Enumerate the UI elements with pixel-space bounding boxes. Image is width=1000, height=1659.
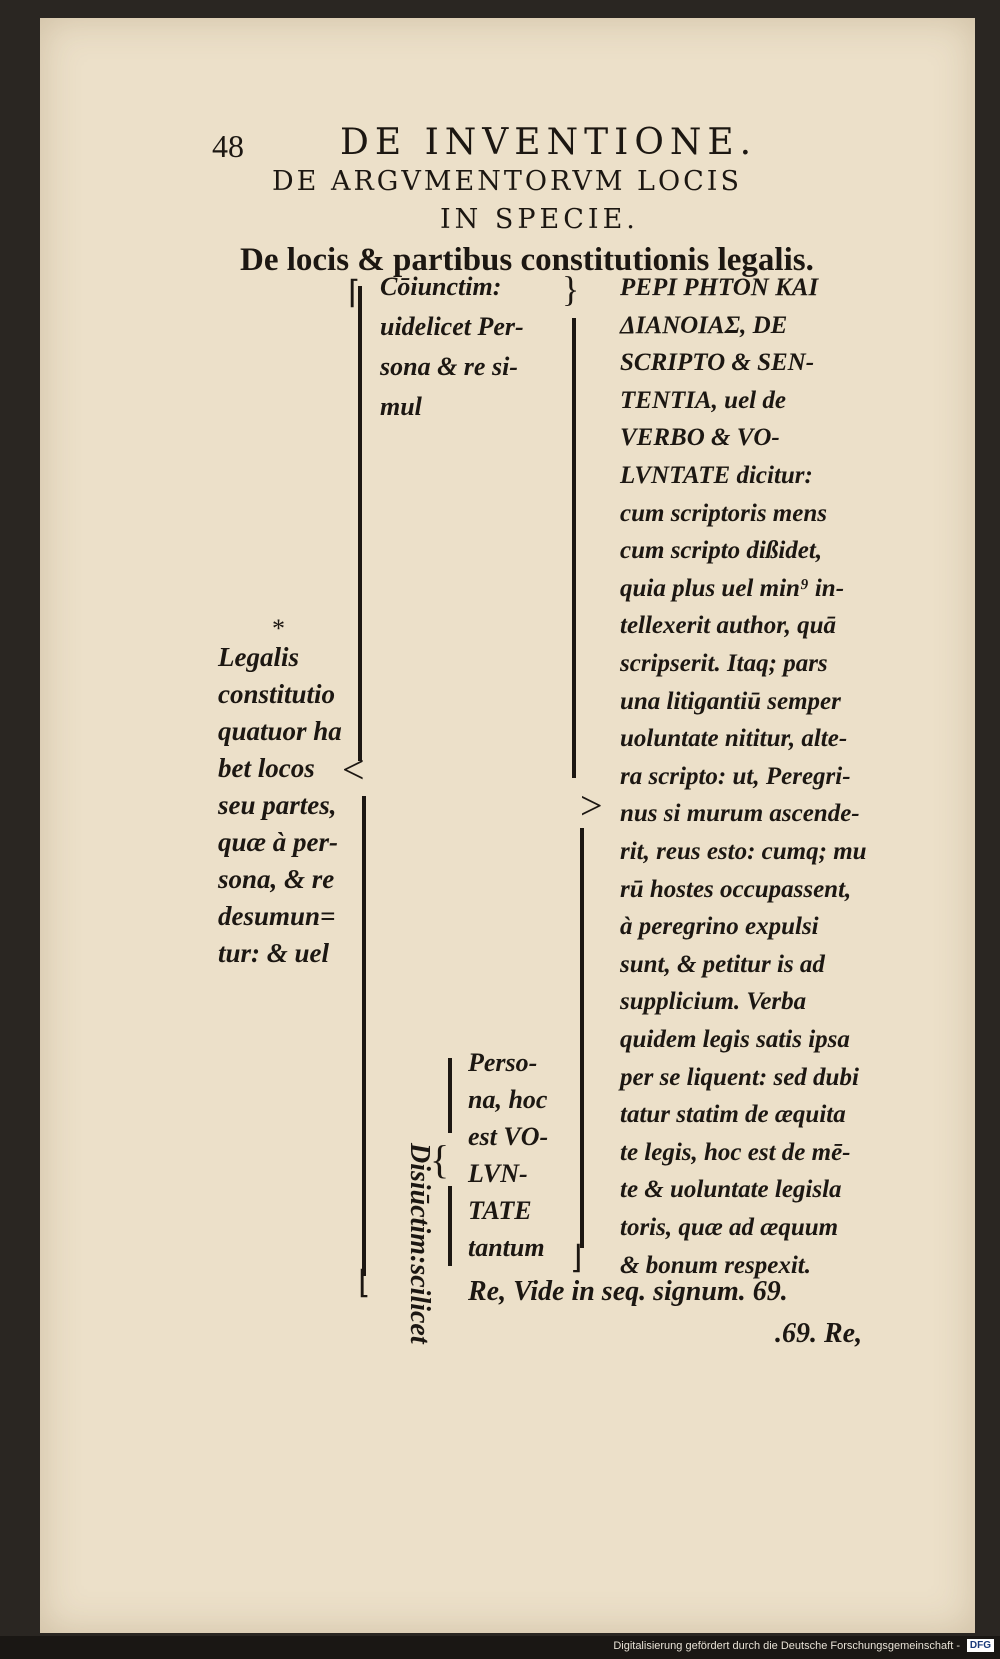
- running-title: DE INVENTIONE.: [340, 122, 758, 163]
- right-column-line: ra scripto: ut, Peregri-: [620, 762, 851, 790]
- right-column-line: ΔΙΑΝΟΙΑΣ, DE: [620, 311, 788, 339]
- right-column-line: SCRIPTO & SEN-: [620, 349, 815, 377]
- right-column-line: te & uoluntate legisla: [620, 1176, 842, 1204]
- page-number: 48: [212, 128, 244, 164]
- right-column-line: cum scriptoris mens: [620, 499, 827, 527]
- reference-line: Re, Vide in seq. signum. 69.: [468, 1276, 788, 1307]
- right-column-line: cum scripto dißidet,: [620, 537, 823, 565]
- right-column-line: rit, reus esto: cumq; mu: [620, 838, 867, 865]
- middle-lower-line: na, hoc: [468, 1085, 548, 1114]
- middle-upper-line: Cōiunctim:: [380, 272, 502, 301]
- right-column-line: tatur statim de æquita: [620, 1101, 846, 1129]
- section-title-1: DE ARGVMENTORVM LOCIS: [272, 166, 742, 197]
- right-column-line: quia plus uel min⁹ in-: [620, 574, 845, 602]
- middle-brace-upper: [572, 318, 576, 778]
- right-column-line: toris, quæ ad æquum: [620, 1214, 839, 1241]
- left-brace-top-hook: ⌈: [348, 274, 361, 310]
- left-column-line: seu partes,: [218, 790, 337, 820]
- section-title-2: IN SPECIE.: [440, 204, 639, 235]
- left-column-line: bet locos: [218, 753, 315, 783]
- right-column-line: uoluntate nititur, alte-: [620, 725, 848, 753]
- middle-lower-line: tantum: [468, 1233, 545, 1262]
- left-column-line: desumun=: [218, 901, 336, 931]
- left-brace-lower: [362, 796, 366, 1276]
- middle-brace-point: >: [580, 783, 603, 828]
- left-column-line: sona, & re: [218, 864, 335, 894]
- right-column-line: nus si murum ascende-: [620, 800, 860, 828]
- middle-lower-line: Perso-: [468, 1048, 538, 1077]
- catchword: .69. Re,: [775, 1318, 863, 1349]
- middle-brace-bottom: ⌋: [570, 1239, 583, 1275]
- right-column-line: te legis, hoc est de mē-: [620, 1138, 851, 1166]
- lower-brace-line-1: [448, 1058, 452, 1133]
- middle-upper-line: mul: [380, 392, 422, 421]
- right-column-line: tellexerit author, quā: [620, 612, 837, 640]
- middle-brace-lower: [580, 828, 584, 1248]
- right-column-line: sunt, & petitur is ad: [620, 950, 825, 978]
- dfg-logo: DFG: [967, 1639, 994, 1652]
- asterisk: *: [272, 614, 285, 643]
- right-column-line: quidem legis satis ipsa: [620, 1026, 850, 1053]
- right-column-line: supplicium. Verba: [620, 988, 807, 1016]
- middle-brace-top: }: [562, 269, 580, 309]
- right-column-line: TENTIA, uel de: [620, 386, 786, 414]
- middle-lower-line: TATE: [468, 1196, 532, 1225]
- middle-lower-line: est VO-: [468, 1122, 549, 1151]
- left-brace-upper: [358, 286, 362, 761]
- subtitle: De locis & partibus constitutionis legalis.: [240, 242, 814, 278]
- middle-upper-line: uidelicet Per-: [380, 312, 524, 341]
- right-column-line: scripserit. Itaq; pars: [620, 650, 828, 677]
- right-column-line: una litigantiū semper: [620, 687, 841, 715]
- left-column-line: quæ à per-: [218, 827, 338, 857]
- middle-lower-line: LVN-: [468, 1159, 528, 1188]
- right-column-line: à peregrino expulsi: [620, 913, 819, 941]
- left-column-line: Legalis: [218, 642, 299, 672]
- left-column-line: quatuor ha: [218, 716, 342, 746]
- lower-brace-line-2: [448, 1186, 452, 1266]
- rotated-label: Disiūctim:scilicet: [404, 1143, 435, 1344]
- middle-upper-line: sona & re si-: [380, 352, 518, 381]
- right-column-line: per se liquent: sed dubi: [620, 1063, 859, 1091]
- left-column-line: tur: & uel: [218, 938, 330, 968]
- left-brace-bottom-hook: ⌊: [358, 1264, 371, 1300]
- left-brace-point: <: [342, 747, 365, 792]
- right-column-line: ΡΕΡΙ ΡΗΤΟΝ ΚΑΙ: [620, 274, 819, 301]
- book-page: [40, 18, 975, 1633]
- lower-brace: {: [430, 1137, 450, 1182]
- right-column-line: rū hostes occupassent,: [620, 875, 852, 903]
- right-column-line: LVNTATE dicitur:: [620, 462, 813, 489]
- right-column-line: VERBO & VO-: [620, 424, 780, 452]
- footer-text: Digitalisierung gefördert durch die Deutsche Forschungsgemeinschaft -: [613, 1640, 960, 1652]
- right-column-line: & bonum respexit.: [620, 1251, 811, 1279]
- digitization-footer: [0, 1636, 1000, 1659]
- left-column-line: constitutio: [218, 679, 336, 709]
